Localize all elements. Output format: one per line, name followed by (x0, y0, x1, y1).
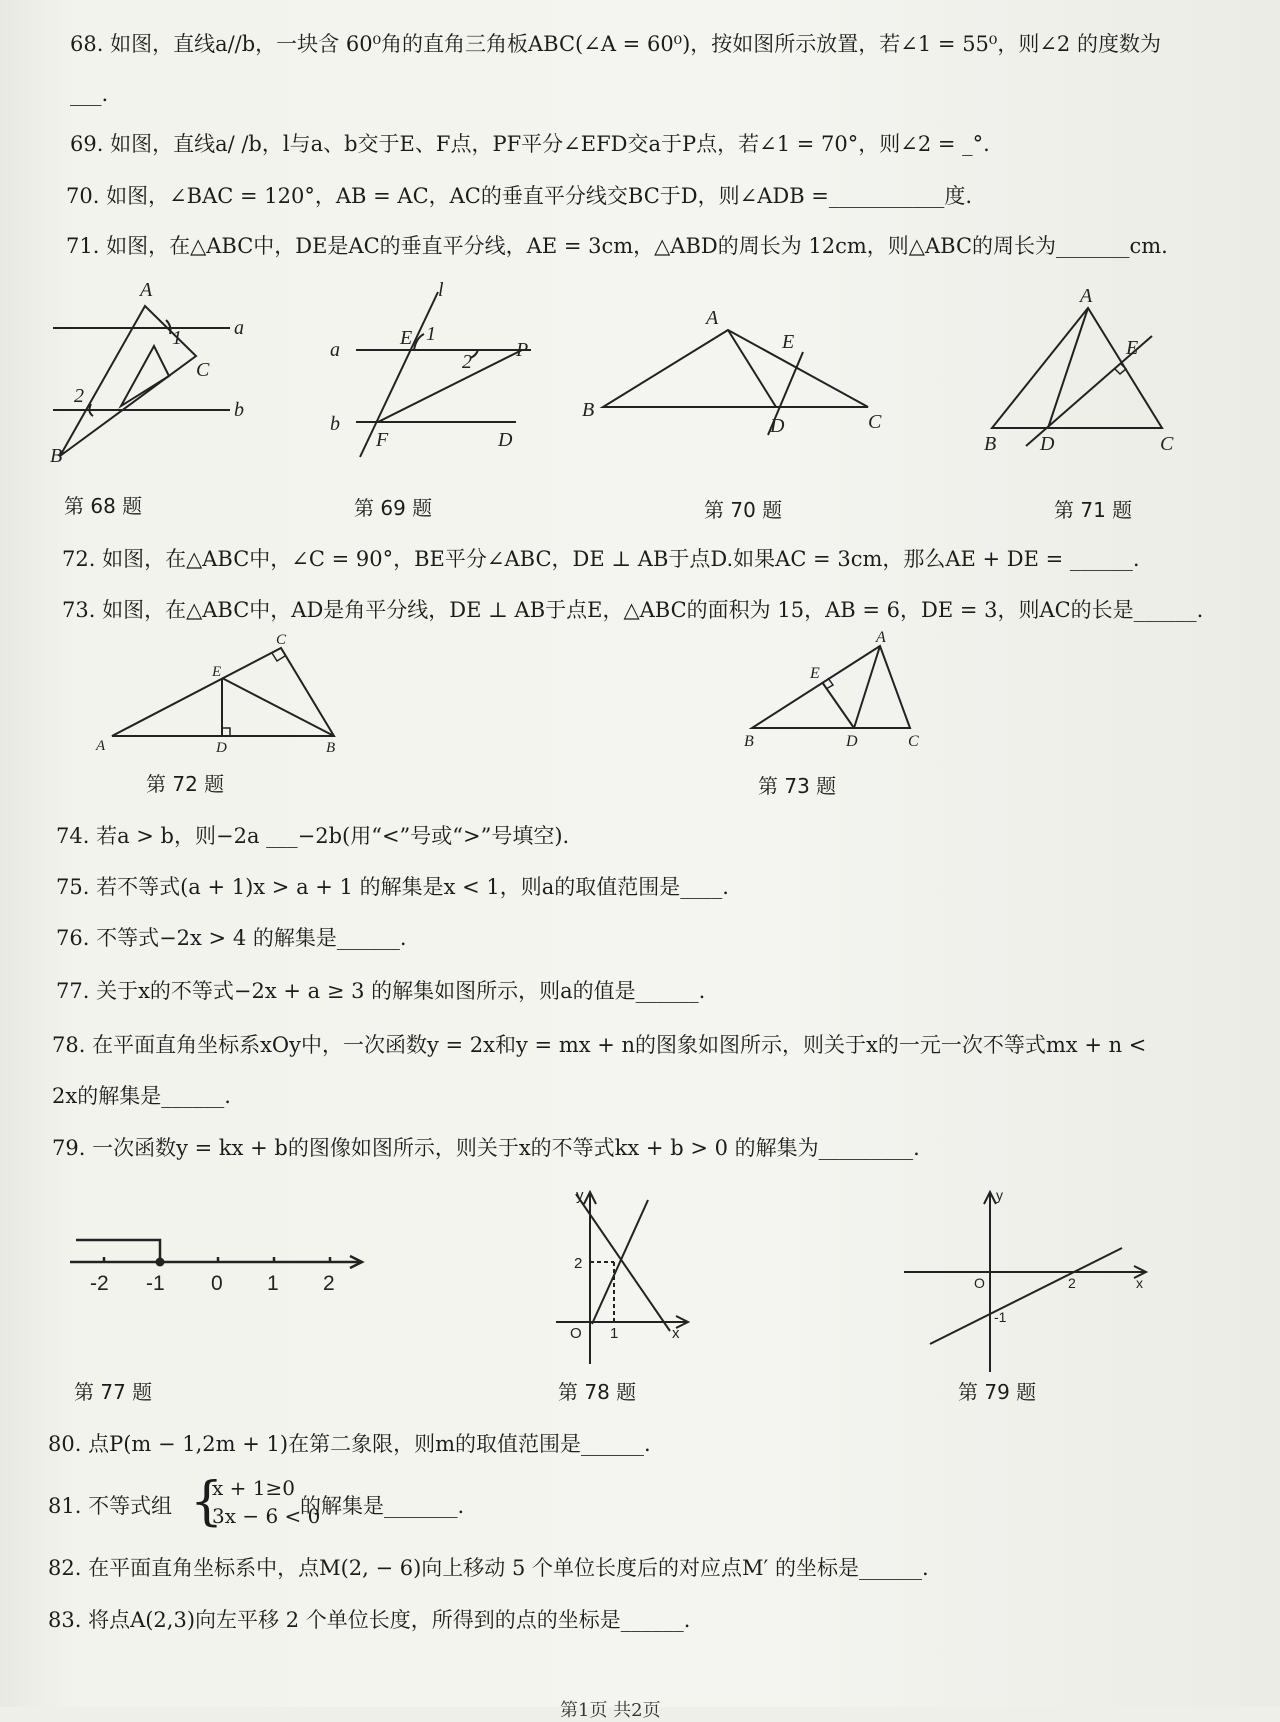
question-78-cont: 2x的解集是______. (52, 1084, 231, 1108)
figure-70 (578, 307, 882, 450)
tick-label: 2 (323, 1272, 335, 1295)
question-71: 71. 如图，在△ABC中，DE是AC的垂直平分线，AE = 3cm，△ABD的周长为 12cm，则△ABC的周长为_______cm. (66, 234, 1168, 258)
caption-70: 第 70 题 (704, 498, 783, 522)
label-B: B (326, 740, 336, 756)
question-80: 80. 点P(m − 1,2m + 1)在第二象限，则m的取值范围是______. (48, 1432, 651, 1456)
tick-label: 0 (211, 1272, 223, 1295)
label-a: a (330, 339, 340, 361)
label-F: F (376, 429, 389, 451)
label-1: 1 (610, 1325, 619, 1342)
label-b: b (330, 413, 340, 435)
label-C: C (196, 359, 210, 381)
label-B: B (582, 399, 595, 421)
label-D: D (846, 733, 858, 750)
label-A: A (1080, 285, 1093, 307)
question-75: 75. 若不等式(a + 1)x > a + 1 的解集是x < 1，则a的取值范围是____. (56, 875, 729, 899)
question-81-ineq2: 3x − 6 < 0 (212, 1504, 321, 1528)
caption-72: 第 72 题 (146, 772, 225, 796)
label-2: 2 (574, 1255, 583, 1272)
caption-71: 第 71 题 (1054, 498, 1133, 522)
question-81-ineq1: x + 1≥0 (212, 1476, 295, 1500)
question-69: 69. 如图，直线a/ /b，l与a、b交于E、F点，PF平分∠EFD交a于P点，若∠1 = 70°，则∠2 = _°. (70, 132, 990, 156)
label-E: E (400, 327, 413, 349)
label-1: 1 (172, 327, 182, 349)
label-x: x (1136, 1275, 1143, 1291)
label-y: y (996, 1187, 1003, 1203)
label-A: A (96, 738, 106, 754)
label-A: A (706, 307, 719, 329)
question-79: 79. 一次函数y = kx + b的图像如图所示，则关于x的不等式kx + b > 0 的解集为_________. (52, 1136, 920, 1160)
system-brace: { (190, 1472, 224, 1532)
label-1: 1 (426, 323, 436, 345)
label-E: E (212, 664, 222, 680)
label-E: E (810, 665, 820, 682)
question-76: 76. 不等式−2x > 4 的解集是______. (56, 926, 407, 950)
label-B: B (50, 445, 63, 467)
label-D: D (216, 740, 227, 756)
solid-point (156, 1258, 165, 1267)
figure-69 (326, 279, 556, 462)
question-68-blank: ___. (70, 82, 109, 106)
question-74: 74. 若a > b，则−2a ___−2b(用“<”号或“>”号填空). (56, 824, 570, 848)
label-2: 2 (74, 385, 84, 407)
tick-label: -1 (146, 1272, 165, 1295)
caption-78: 第 78 题 (558, 1380, 637, 1404)
label-C: C (908, 733, 919, 750)
figure-78-graph (548, 1186, 708, 1366)
question-81-lead: 81. 不等式组 (48, 1494, 173, 1518)
figure-68 (48, 278, 248, 467)
label-2: 2 (462, 351, 472, 373)
question-68: 68. 如图，直线a//b，一块含 60⁰角的直角三角板ABC(∠A = 60⁰)，按如图所示放置，若∠1 = 55⁰，则∠2 的度数为 (70, 32, 1161, 56)
label-y: y (576, 1187, 584, 1204)
label-l: l (438, 279, 444, 301)
question-78: 78. 在平面直角坐标系xOy中，一次函数y = 2x和y = mx + n的图象如图所示，则关于x的一元一次不等式mx + n < (52, 1033, 1147, 1057)
figure-71 (980, 286, 1180, 456)
label-B: B (744, 733, 754, 750)
label-C: C (868, 411, 882, 433)
question-83: 83. 将点A(2,3)向左平移 2 个单位长度，所得到的点的坐标是______. (48, 1608, 691, 1632)
label-C: C (276, 632, 287, 648)
label-D: D (1040, 433, 1055, 455)
figure-79-graph (900, 1186, 1160, 1376)
label-b: b (234, 399, 244, 421)
caption-68: 第 68 题 (64, 494, 143, 518)
label-B: B (984, 433, 997, 455)
label-A: A (876, 629, 886, 646)
question-73: 73. 如图，在△ABC中，AD是角平分线，DE ⊥ AB于点E，△ABC的面积为 15，AB = 6，DE = 3，则AC的长是______. (62, 598, 1204, 622)
caption-77: 第 77 题 (74, 1380, 153, 1404)
label-D: D (498, 429, 513, 451)
label-x: x (672, 1325, 680, 1342)
label-neg1: -1 (994, 1309, 1007, 1325)
caption-79: 第 79 题 (958, 1380, 1037, 1404)
label-P: P (516, 339, 529, 361)
figure-73 (742, 629, 922, 750)
label-A: A (140, 279, 153, 301)
caption-73: 第 73 题 (758, 774, 837, 798)
question-81-tail: 的解集是_______. (300, 1494, 465, 1518)
question-72: 72. 如图，在△ABC中，∠C = 90°，BE平分∠ABC，DE ⊥ AB于点D.如果AC = 3cm，那么AE + DE = ______. (62, 547, 1140, 571)
label-E: E (1126, 337, 1139, 359)
figure-77-number-line (70, 1230, 370, 1300)
question-70: 70. 如图，∠BAC = 120°，AB = AC，AC的垂直平分线交BC于D，则∠ADB =___________度. (66, 184, 973, 208)
question-77: 77. 关于x的不等式−2x + a ≥ 3 的解集如图所示，则a的值是______. (56, 979, 706, 1003)
label-2: 2 (1068, 1275, 1076, 1291)
tick-label: -2 (90, 1272, 109, 1295)
question-82: 82. 在平面直角坐标系中，点M(2, − 6)向上移动 5 个单位长度后的对应点M′ 的坐标是______. (48, 1556, 929, 1580)
label-E: E (782, 331, 795, 353)
label-O: O (974, 1275, 985, 1291)
page-footer: 第1页 共2页 (560, 1700, 661, 1721)
label-a: a (234, 317, 244, 339)
label-D: D (770, 415, 785, 437)
figure-72 (96, 632, 346, 756)
caption-69: 第 69 题 (354, 496, 433, 520)
tick-label: 1 (267, 1272, 279, 1295)
label-O: O (570, 1325, 582, 1342)
label-C: C (1160, 433, 1174, 455)
